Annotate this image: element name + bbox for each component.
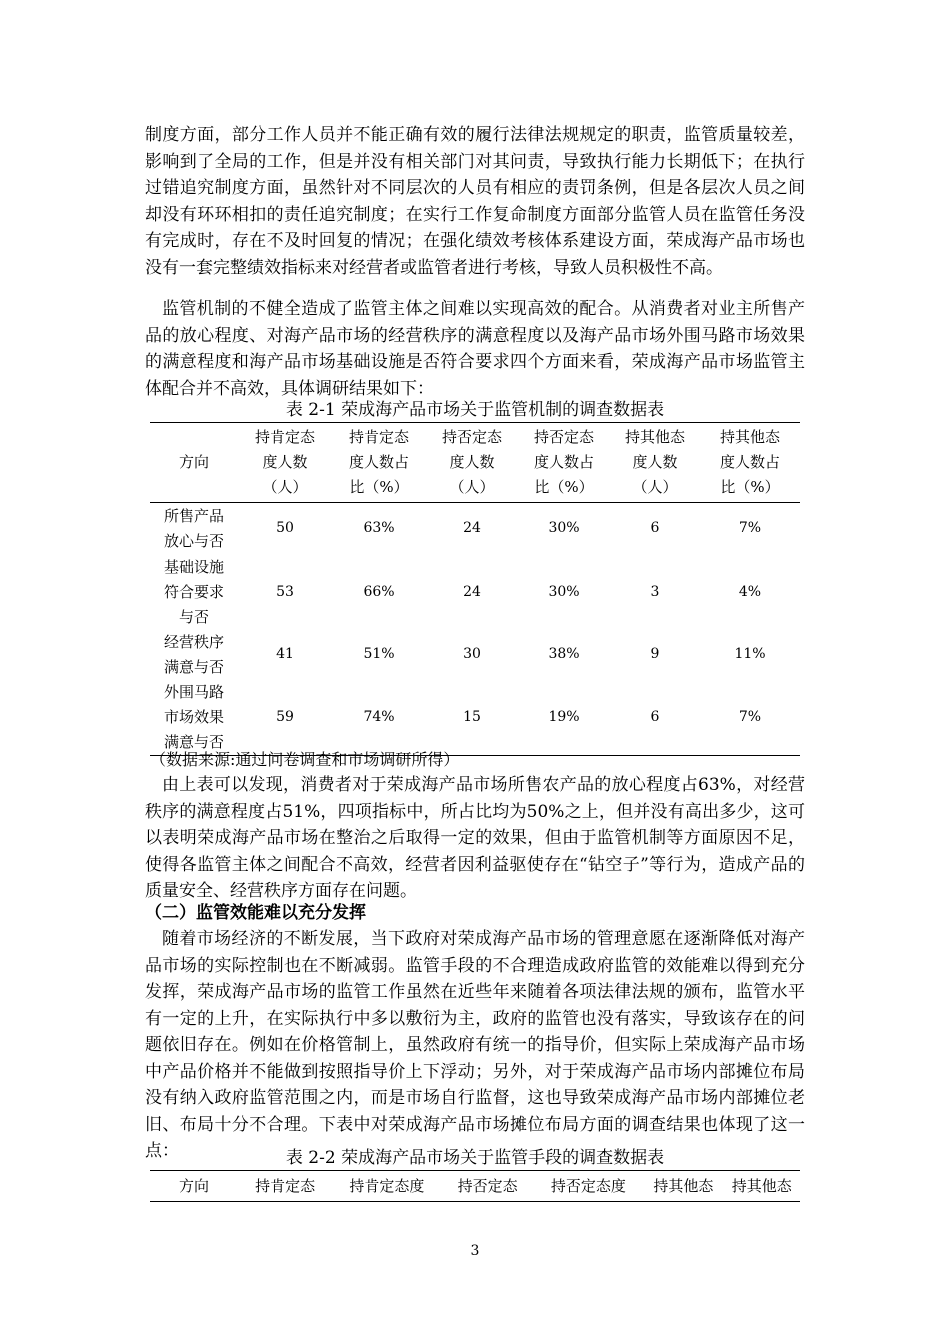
table-cell: 50 <box>276 520 294 537</box>
table-header-cell: 持肯定态度 <box>349 1177 425 1195</box>
section-heading: （二）监管效能难以充分发挥 <box>145 903 366 923</box>
page-number: 3 <box>470 1243 480 1259</box>
table-cell: 4% <box>738 583 762 600</box>
table-cell: 基础设施符合要求与否 <box>163 557 224 626</box>
table-header-cell: 方向 <box>179 1177 210 1195</box>
table-cell: 24 <box>463 583 481 600</box>
table-cell: 19% <box>548 708 580 725</box>
table-cell: 外围马路市场效果满意与否 <box>163 682 224 751</box>
table-header-cell: 持其他态度人数占比（%） <box>719 428 780 496</box>
table-header-row <box>150 1171 800 1202</box>
table-2-caption: 表 2-2 荣成海产品市场关于监管手段的调查数据表 <box>285 1148 665 1168</box>
table-row <box>150 503 800 555</box>
table-1 <box>150 422 800 756</box>
table-header-cell: 持其他态 <box>653 1177 714 1195</box>
table-row <box>150 555 800 630</box>
paragraph-text: 由上表可以发现，消费者对于荣成海产品市场所售农产品的放心程度占63%，对经营秩序的满意程度占51%，四项指标中，所占比均为50%之上，但并没有高出多少，这可以表明荣成海产品市场在整治之后取得一定的效果，但由于监管机制等方面原因不足，使得各监管主体之间配合不高效，经营者因利益驱使存在“钻空子”等行为，造成产品的质量安全、经营秩序方面存在问题。 <box>145 775 805 901</box>
table-header-cell: 持肯定态 <box>255 1177 316 1195</box>
table-cell: 7% <box>738 708 762 725</box>
table-cell: 41 <box>276 646 294 662</box>
table-cell: 9 <box>650 646 660 662</box>
table-cell: 所售产品放心与否 <box>163 506 224 550</box>
paragraph-3 <box>145 772 805 905</box>
paragraph-text: 随着市场经济的不断发展，当下政府对荣成海产品市场的管理意愿在逐渐降低对海产品市场的实际控制也在不断减弱。监管手段的不合理造成政府监管的效能难以得到充分发挥，荣成海产品市场的监管工作虽然在近些年来随着各项法律法规的颁布，监管水平有一定的上升，在实际执行中多以敷衍为主，政府的监管也没有落实，导致该存在的问题依旧存在。例如在价格管制上，虽然政府有统一的指导价，但实际上荣成海产品市场中产品价格并不能做到按照指导价上下浮动；另外，对于荣成海产品市场内部摊位布局没有纳入政府监管范围之内，而是市场自行监督，这也导致荣成海产品市场内部摊位老旧、布局十分不合理。下表中对荣成海产品市场摊位布局方面的调查结果也体现了这一点： <box>145 929 805 1161</box>
table-cell: 24 <box>463 520 481 537</box>
table-header-cell: 持否定态度 <box>550 1177 626 1195</box>
table-cell: 30% <box>548 520 580 537</box>
table-1-source: （数据来源:通过问卷调查和市场调研所得） <box>150 750 460 769</box>
paragraph-2 <box>145 296 805 402</box>
table-cell: 38% <box>548 646 580 662</box>
table-header-cell: 持肯定态度人数占比（%） <box>348 428 409 496</box>
table-1-caption: 表 2-1 荣成海产品市场关于监管机制的调查数据表 <box>285 400 665 420</box>
table-cell: 经营秩序满意与否 <box>163 632 224 676</box>
table-header-cell: 持否定态度人数（人） <box>441 428 502 496</box>
table-header-row <box>150 423 800 503</box>
paragraph-1 <box>145 122 805 281</box>
paragraph-text: 监管机制的不健全造成了监管主体之间难以实现高效的配合。从消费者对业主所售产品的放心程度、对海产品市场的经营秩序的满意程度以及海产品市场外围马路市场效果的满意程度和海产品市场基础设施是否符合要求四个方面来看，荣成海产品市场监管主体配合并不高效，具体调研结果如下： <box>145 299 805 399</box>
table-cell: 15 <box>463 708 481 725</box>
table-cell: 66% <box>363 583 395 600</box>
table-cell: 63% <box>363 520 395 537</box>
paragraph-4 <box>145 926 805 1165</box>
table-header-cell: 持否定态 <box>457 1177 518 1195</box>
table-cell: 11% <box>734 646 766 662</box>
table-cell: 30 <box>463 646 481 662</box>
table-cell: 6 <box>650 520 660 537</box>
table-row <box>150 630 800 680</box>
table-row <box>150 680 800 756</box>
table-header-cell: 持其他态 <box>731 1177 792 1195</box>
table-header-cell: 持否定态度人数占比（%） <box>533 428 594 496</box>
table-cell: 53 <box>276 583 294 600</box>
table-cell: 74% <box>363 708 395 725</box>
table-cell: 30% <box>548 583 580 600</box>
table-2 <box>150 1170 800 1202</box>
table-cell: 51% <box>363 646 395 662</box>
table-header-cell: 持肯定态度人数（人） <box>254 428 315 496</box>
table-cell: 3 <box>650 583 660 600</box>
table-header-cell: 方向 <box>178 453 209 471</box>
table-cell: 6 <box>650 708 660 725</box>
table-cell: 7% <box>738 520 762 537</box>
table-cell: 59 <box>276 708 294 725</box>
paragraph-text: 制度方面，部分工作人员并不能正确有效的履行法律法规规定的职责，监管质量较差，影响到了全局的工作，但是并没有相关部门对其问责，导致执行能力长期低下；在执行过错追究制度方面，虽然针对不同层次的人员有相应的责罚条例，但是各层次人员之间却没有环环相扣的责任追究制度；在实行工作复命制度方面部分监管人员在监管任务没有完成时，存在不及时回复的情况；在强化绩效考核体系建设方面，荣成海产品市场也没有一套完整绩效指标来对经营者或监管者进行考核，导致人员积极性不高。 <box>145 125 805 278</box>
table-header-cell: 持其他态度人数（人） <box>624 428 685 496</box>
